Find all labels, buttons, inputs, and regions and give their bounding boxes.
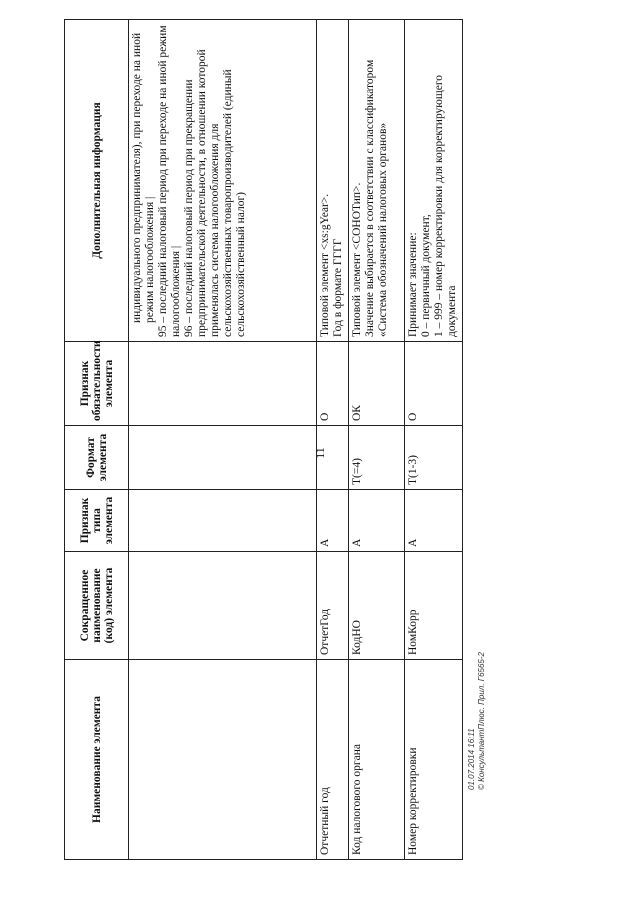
page-number: 11 <box>313 447 327 459</box>
cell-type: А <box>405 490 463 552</box>
info-line: Принимает значение: <box>407 232 419 337</box>
element-table <box>64 19 463 860</box>
cell-name: Отчетный год <box>317 660 349 860</box>
table-row-correction-number <box>405 20 463 860</box>
info-line: индивидуального предпринимателя), при переходе на иной режим налогообложения | <box>131 32 156 323</box>
stamp-source: © КонсультантПлюс. Прил. Г6565-2 <box>477 652 486 790</box>
cell-required: О <box>317 342 349 426</box>
table-row-tax-authority-code <box>349 20 405 860</box>
table-row-continuation <box>129 20 317 860</box>
cell-format <box>129 426 317 490</box>
cell-name: Код налогового органа <box>349 660 405 860</box>
cell-required <box>129 342 317 426</box>
info-line: Значение выбирается в соответствии с классификатором «Система обозначений налоговых органов» <box>364 59 389 337</box>
info-line: Год в формате ГГГГ <box>332 238 344 337</box>
cell-required: ОК <box>349 342 405 426</box>
info-line: 96 – последний налоговый период при прекращении предпринимательской деятельности, в отношении которой применялась система налогообложения для сельскохозяйственных товаропроизводителей (единый сельскохозяйственный налог) <box>183 49 247 337</box>
header-element-required: Признак обязательности элемента <box>65 342 129 426</box>
header-additional-info: Дополнительная информация <box>65 20 129 342</box>
cell-type <box>129 490 317 552</box>
cell-format <box>317 426 349 490</box>
cell-info <box>349 20 405 342</box>
rotated-table-container <box>64 20 462 860</box>
cell-code: НомКорр <box>405 552 463 660</box>
cell-name <box>129 660 317 860</box>
header-element-code: Сокращенное наименование (код) элемента <box>65 552 129 660</box>
info-line: 0 – первичный документ, <box>420 214 432 337</box>
info-line: 1 – 999 – номер корректировки для корректирующего документа <box>433 74 458 337</box>
cell-code: ОтчетГод <box>317 552 349 660</box>
cell-format: Т(1-3) <box>405 426 463 490</box>
info-line: Типовой элемент <СОНОТип>. <box>351 182 363 337</box>
cell-code: КодНО <box>349 552 405 660</box>
table-row-report-year <box>317 20 349 860</box>
header-row <box>65 20 129 860</box>
header-element-format: Формат элемента <box>65 426 129 490</box>
cell-name: Номер корректировки <box>405 660 463 860</box>
info-line: 95 – последний налоговый период при переходе на иной режим налогообложения | <box>157 25 182 337</box>
cell-info <box>317 20 349 342</box>
cell-type: А <box>349 490 405 552</box>
cell-info <box>405 20 463 342</box>
info-line: Типовой элемент <xs:gYear>. <box>319 193 331 337</box>
stamp-date: 01.07.2014 16:11 <box>467 728 476 790</box>
cell-format: Т(=4) <box>349 426 405 490</box>
cell-required: О <box>405 342 463 426</box>
cell-info <box>129 20 317 342</box>
cell-type: А <box>317 490 349 552</box>
print-stamp <box>467 490 487 790</box>
cell-code <box>129 552 317 660</box>
header-element-type: Признак типа элемента <box>65 490 129 552</box>
header-element-name: Наименование элемента <box>65 660 129 860</box>
